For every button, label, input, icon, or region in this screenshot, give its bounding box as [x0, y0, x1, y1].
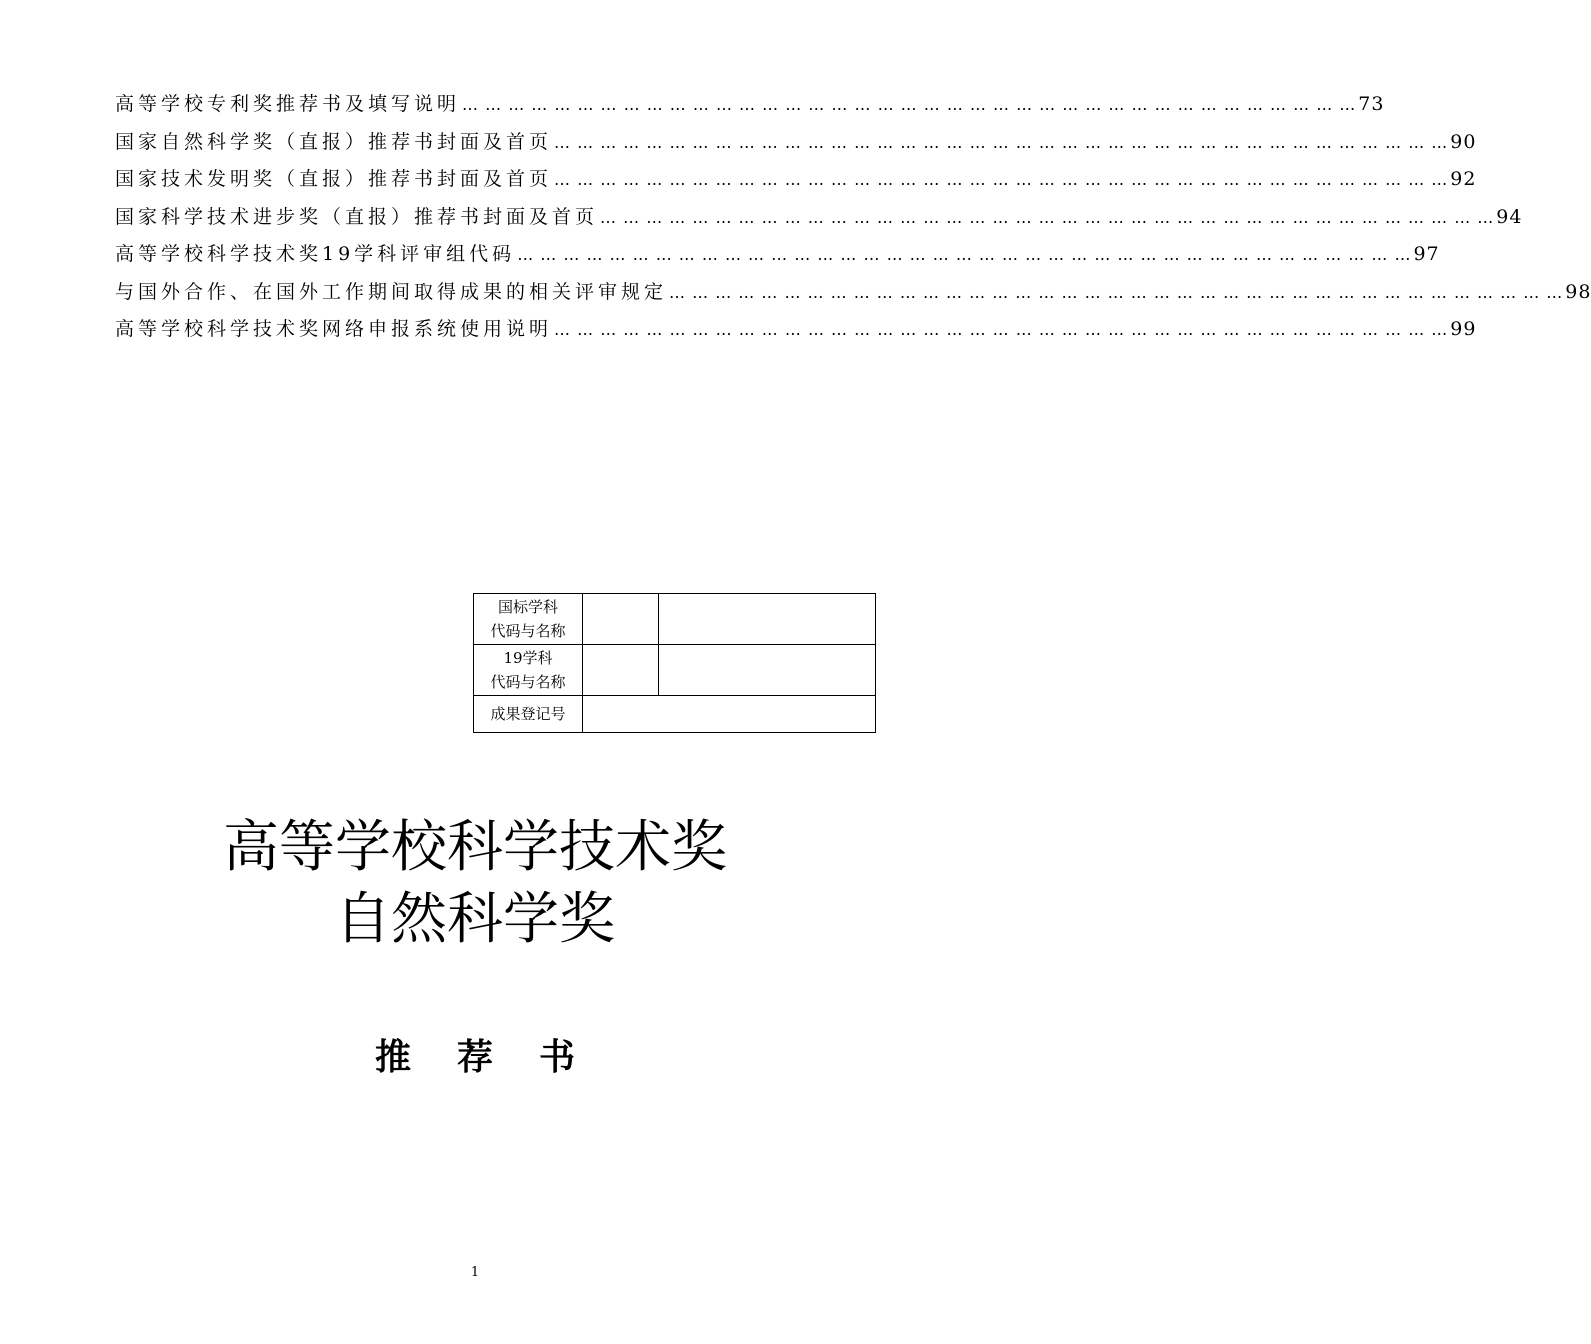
page-number: 1	[470, 1265, 480, 1280]
toc-entry[interactable]	[115, 124, 1477, 162]
toc-entry-title: 与国外合作、在国外工作期间取得成果的相关评审规定	[115, 280, 668, 303]
toc-entry-page: 73	[1358, 93, 1385, 115]
toc-entry-leader: … … … … … … … … … … … … … … … … … … … … … … … … … … … … … … … … … … … … … … …	[462, 95, 1357, 114]
toc-entry-leader: … … … … … … … … … … … … … … … … … … … … … … … … … … … … … … … … … … … … … … …	[554, 132, 1449, 152]
subject19-code-label-line1: 19学科	[503, 649, 553, 667]
toc-entry[interactable]	[115, 161, 1477, 199]
subject19-code-row	[474, 645, 876, 696]
national-code-label	[474, 594, 583, 645]
subject19-name-field[interactable]	[659, 645, 876, 696]
toc-entry-page: 90	[1450, 130, 1477, 153]
registration-field[interactable]	[583, 696, 876, 733]
toc-entry[interactable]	[115, 86, 1385, 124]
document-title-line1: 高等学校科学技术奖	[223, 815, 727, 880]
document-title	[0, 812, 950, 956]
table-of-contents	[115, 86, 1591, 349]
subject19-code-field[interactable]	[583, 645, 659, 696]
document-title-line2: 自然科学奖	[335, 887, 615, 952]
subject-code-table	[473, 593, 876, 733]
toc-entry-title: 高等学校专利奖推荐书及填写说明	[115, 93, 461, 115]
toc-entry-page: 94	[1496, 205, 1523, 228]
registration-row	[474, 696, 876, 733]
toc-entry-leader: … … … … … … … … … … … … … … … … … … … … … … … … … … … … … … … … … … … … … … …	[600, 207, 1495, 227]
toc-entry-title: 国家技术发明奖（直报）推荐书封面及首页	[115, 168, 553, 190]
toc-entry-leader: … … … … … … … … … … … … … … … … … … … … … … … … … … … … … … … … … … … … … … …	[554, 170, 1449, 189]
national-code-label-line2: 代码与名称	[490, 622, 566, 640]
registration-label: 成果登记号	[474, 696, 583, 733]
toc-entry-page: 99	[1450, 318, 1477, 340]
toc-entry[interactable]	[115, 274, 1591, 312]
toc-entry[interactable]	[115, 236, 1440, 274]
toc-entry-leader: … … … … … … … … … … … … … … … … … … … … … … … … … … … … … … … … … … … … … … …	[517, 245, 1412, 264]
national-code-row	[474, 594, 876, 645]
toc-entry[interactable]	[115, 311, 1477, 349]
toc-entry-title: 国家自然科学奖（直报）推荐书封面及首页	[115, 130, 553, 153]
toc-entry-title: 国家科学技术进步奖（直报）推荐书封面及首页	[115, 205, 599, 228]
national-code-field[interactable]	[583, 594, 659, 645]
subject19-code-label	[474, 645, 583, 696]
toc-entry-page: 98	[1565, 280, 1591, 303]
national-code-label-line1: 国标学科	[497, 598, 558, 616]
toc-entry-page: 92	[1450, 168, 1477, 190]
toc-entry-leader: … … … … … … … … … … … … … … … … … … … … … … … … … … … … … … … … … … … … … … …	[669, 282, 1564, 302]
toc-entry-title: 高等学校科学技术奖网络申报系统使用说明	[115, 318, 553, 340]
toc-entry[interactable]	[115, 199, 1523, 237]
subject19-code-label-line2: 代码与名称	[490, 673, 566, 691]
national-name-field[interactable]	[659, 594, 876, 645]
toc-entry-page: 97	[1413, 243, 1440, 265]
toc-entry-leader: … … … … … … … … … … … … … … … … … … … … … … … … … … … … … … … … … … … … … … …	[554, 320, 1449, 339]
document-subtitle: 推荐书	[374, 1037, 621, 1078]
toc-entry-title: 高等学校科学技术奖19学科评审组代码	[115, 243, 516, 265]
